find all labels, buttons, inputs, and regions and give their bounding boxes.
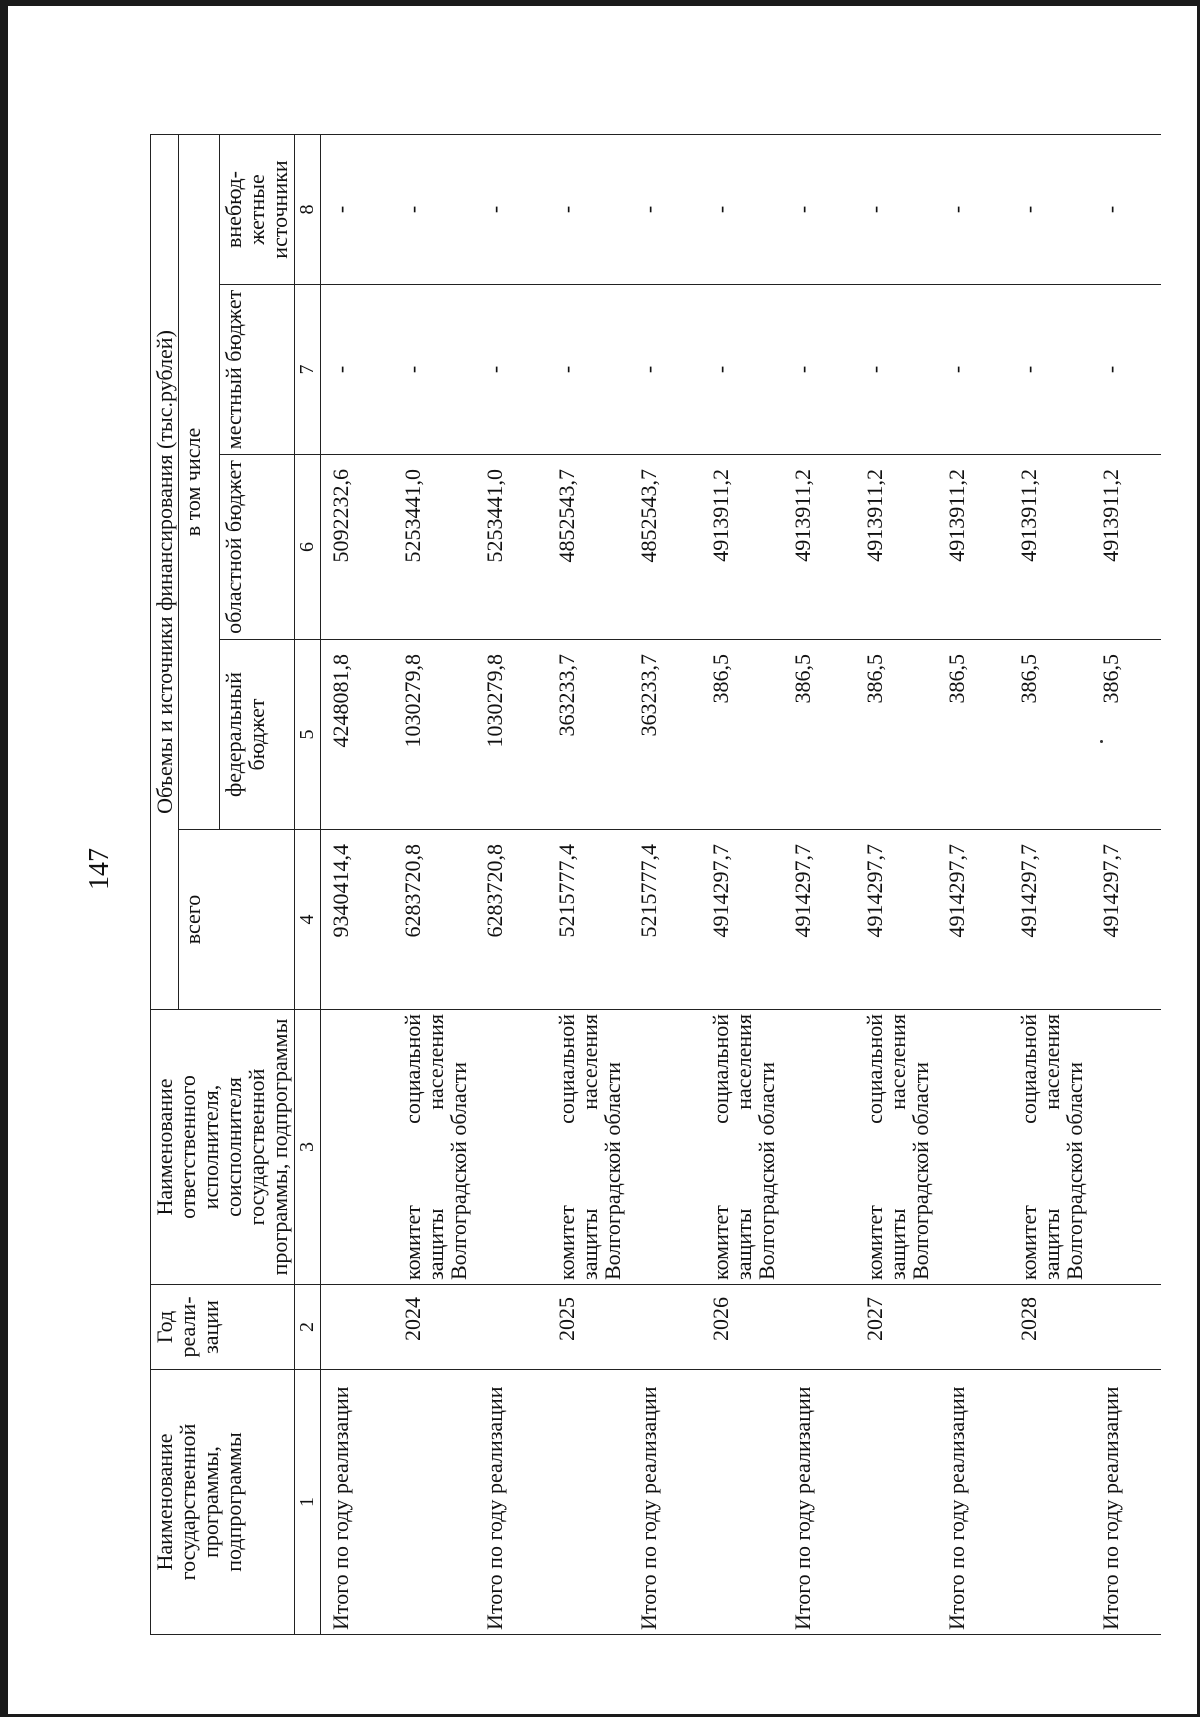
header-offbudget: внебюд-жетные источники <box>220 134 294 284</box>
row-total: 4914297,7 <box>783 830 853 1010</box>
row-total: 4914297,7 <box>853 830 937 1010</box>
row-executor: комитет социальной защиты населения Волгоградской области <box>699 1010 783 1285</box>
table-row <box>629 134 699 1634</box>
row-offbudget: - <box>391 134 475 284</box>
row-year: 2028 <box>1007 1285 1091 1370</box>
rotated-document-page <box>70 80 1130 1650</box>
row-regional: 4913911,2 <box>1007 455 1091 640</box>
row-federal: 363233,7 <box>545 640 629 830</box>
row-regional: 4913911,2 <box>699 455 783 640</box>
row-offbudget: - <box>320 134 391 284</box>
row-regional: 4913911,2 <box>783 455 853 640</box>
row-federal: 4248081,8 <box>320 640 391 830</box>
row-total: 9340414,4 <box>320 830 391 1010</box>
row-total: 4914297,7 <box>1091 830 1161 1010</box>
row-federal: 386,5 <box>783 640 853 830</box>
row-regional: 4913911,2 <box>1091 455 1161 640</box>
row-executor: комитет социальной защиты населения Волгоградской области <box>853 1010 937 1285</box>
row-name <box>1007 1370 1091 1635</box>
row-name: Итого по году реализации <box>937 1370 1007 1635</box>
scan-edge-left <box>0 0 8 1717</box>
row-regional: 5253441,0 <box>391 455 475 640</box>
header-year: Год реали-зации <box>151 1285 295 1370</box>
page-number: 147 <box>84 848 115 890</box>
row-year: 2025 <box>545 1285 629 1370</box>
column-number: 1 <box>294 1370 320 1635</box>
row-name <box>545 1370 629 1635</box>
row-offbudget: - <box>1091 134 1161 284</box>
row-offbudget: - <box>699 134 783 284</box>
row-total: 5215777,4 <box>545 830 629 1010</box>
row-local: - <box>853 285 937 455</box>
row-local: - <box>629 285 699 455</box>
table-row <box>1091 134 1161 1634</box>
row-year <box>320 1285 391 1370</box>
row-offbudget: - <box>1007 134 1091 284</box>
row-offbudget: - <box>783 134 853 284</box>
table-row <box>937 134 1007 1634</box>
row-local: - <box>1091 285 1161 455</box>
row-local: - <box>699 285 783 455</box>
row-federal: 386,5 <box>699 640 783 830</box>
column-number: 7 <box>294 285 320 455</box>
row-local: - <box>391 285 475 455</box>
row-local: - <box>320 285 391 455</box>
table-row <box>699 134 783 1634</box>
column-number: 3 <box>294 1010 320 1285</box>
row-executor <box>629 1010 699 1285</box>
row-name <box>853 1370 937 1635</box>
header-regional: областной бюджет <box>220 455 294 640</box>
header-funding-group: Объемы и источники финансирования (тыс.рублей) <box>151 134 179 1009</box>
row-name: Итого по году реализации <box>629 1370 699 1635</box>
row-federal: 363233,7 <box>629 640 699 830</box>
row-offbudget: - <box>629 134 699 284</box>
table-row <box>1007 134 1091 1634</box>
row-federal: 386,5 <box>1007 640 1091 830</box>
row-federal: 1030279,8 <box>475 640 545 830</box>
row-year <box>1091 1285 1161 1370</box>
row-name <box>391 1370 475 1635</box>
row-total: 4914297,7 <box>937 830 1007 1010</box>
row-year <box>629 1285 699 1370</box>
row-total: 5215777,4 <box>629 830 699 1010</box>
row-executor <box>1091 1010 1161 1285</box>
row-name <box>699 1370 783 1635</box>
header-federal: федеральный бюджет <box>220 640 294 830</box>
row-total: 6283720,8 <box>475 830 545 1010</box>
table-row <box>475 134 545 1634</box>
header-total: всего <box>179 830 294 1010</box>
row-name: Итого по году реализации <box>1091 1370 1161 1635</box>
row-executor: комитет социальной защиты населения Волгоградской области <box>391 1010 475 1285</box>
row-federal: 1030279,8 <box>391 640 475 830</box>
table-row <box>391 134 475 1634</box>
column-number: 4 <box>294 830 320 1010</box>
row-year: 2027 <box>853 1285 937 1370</box>
row-federal: 386,5 <box>937 640 1007 830</box>
row-local: - <box>545 285 629 455</box>
row-local: - <box>937 285 1007 455</box>
row-federal: 386,5 <box>1091 640 1161 830</box>
row-total: 4914297,7 <box>699 830 783 1010</box>
row-year: 2026 <box>699 1285 783 1370</box>
row-total: 6283720,8 <box>391 830 475 1010</box>
row-regional: 4913911,2 <box>853 455 937 640</box>
header-program-name: Наименование государственной программы, подпрограммы <box>151 1370 295 1635</box>
row-local: - <box>475 285 545 455</box>
column-number: 2 <box>294 1285 320 1370</box>
row-year <box>937 1285 1007 1370</box>
row-year <box>475 1285 545 1370</box>
header-executor: Наименование ответственного исполнителя, соисполнителя государственной программы, подпрограммы <box>151 1010 295 1285</box>
row-executor: комитет социальной защиты населения Волгоградской области <box>1007 1010 1091 1285</box>
row-name: Итого по году реализации <box>320 1370 391 1635</box>
row-offbudget: - <box>545 134 629 284</box>
row-regional: 4852543,7 <box>629 455 699 640</box>
row-executor: комитет социальной защиты населения Волгоградской области <box>545 1010 629 1285</box>
row-name: Итого по году реализации <box>475 1370 545 1635</box>
row-local: - <box>783 285 853 455</box>
table-row <box>320 134 391 1634</box>
table-row <box>853 134 937 1634</box>
row-regional: 4913911,2 <box>937 455 1007 640</box>
row-year <box>783 1285 853 1370</box>
row-executor <box>475 1010 545 1285</box>
scan-edge-top <box>0 0 1200 6</box>
row-offbudget: - <box>853 134 937 284</box>
row-executor <box>937 1010 1007 1285</box>
row-executor <box>320 1010 391 1285</box>
column-number-row <box>294 134 320 1634</box>
row-regional: 5092232,6 <box>320 455 391 640</box>
row-local: - <box>1007 285 1091 455</box>
row-executor <box>783 1010 853 1285</box>
table-row <box>545 134 629 1634</box>
row-offbudget: - <box>475 134 545 284</box>
funding-table <box>150 134 1161 1635</box>
row-total: 4914297,7 <box>1007 830 1091 1010</box>
table-row <box>783 134 853 1634</box>
row-regional: 5253441,0 <box>475 455 545 640</box>
row-federal: 386,5 <box>853 640 937 830</box>
row-name: Итого по году реализации <box>783 1370 853 1635</box>
column-number: 6 <box>294 455 320 640</box>
header-local: местный бюджет <box>220 285 294 455</box>
column-number: 8 <box>294 134 320 284</box>
row-offbudget: - <box>937 134 1007 284</box>
column-number: 5 <box>294 640 320 830</box>
row-year: 2024 <box>391 1285 475 1370</box>
row-regional: 4852543,7 <box>545 455 629 640</box>
header-including: в том числе <box>179 134 220 829</box>
